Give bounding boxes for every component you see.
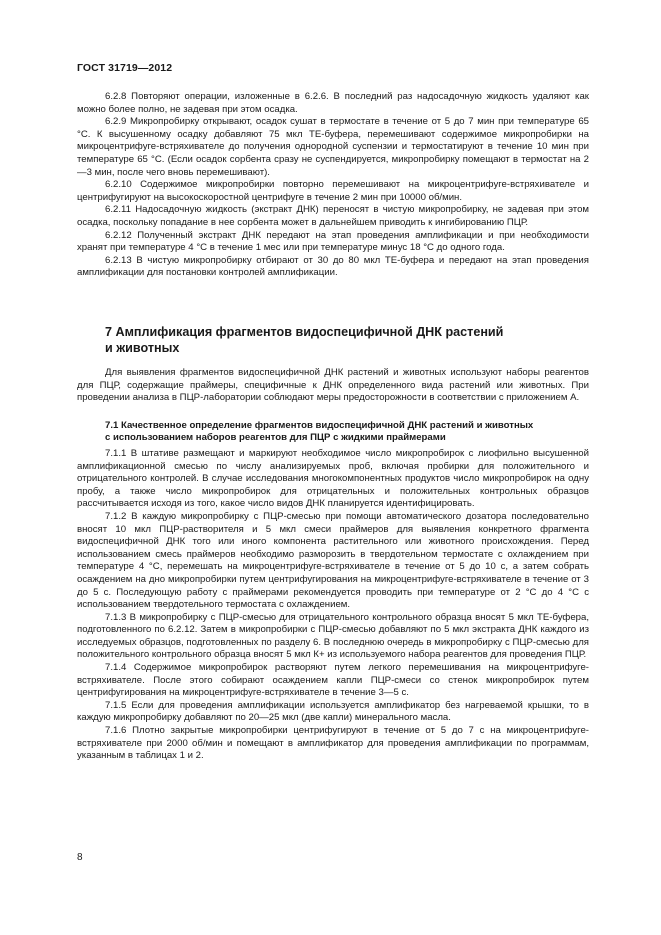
paragraph-6-2-12: 6.2.12 Полученный экстракт ДНК передают на этап проведения амплификации и при необходимости хранят при температуре 4 °С в течение 1 мес или при температуре минус 18 °С до одного года. xyxy=(77,229,589,254)
section-7-title xyxy=(105,324,575,356)
section-7-intro: Для выявления фрагментов видоспецифичной ДНК растений и животных используют наборы реагентов для ПЦР, содержащие праймеры, специфичные к ДНК определенного вида растений или животных. При проведении анализа в ПЦР-лаборатории соблюдают меры предосторожности в соответствии с приложением А. xyxy=(77,367,589,404)
paragraph-7-1-2: 7.1.2 В каждую микропробирку с ПЦР-смесью при помощи автоматического дозатора последовательно вносят 10 мкл ПЦР-растворителя и 5 мкл смеси праймеров для выявления конкретного фрагмента видоспецифичной ДНК того или иного компонента растительного или животного происхождения. Перед использованием смесь праймеров необходимо разморозить в твердотельном термостате с охлаждением при температуре 4 °С, перемешать на микроцентрифуге-встряхивателе в течение от 5 до 10 с, а затем собрать осаждением на дно микропробирки путем центрифугирования на микроцентрифуге-встряхивателе в течение от 3 до 5 с. Последующую работу с праймерами рекомендуется проводить при температуре от 2 °С до 4 °С с использованием твердотельного термостата с охлаждением. xyxy=(77,510,589,611)
paragraph-6-2-8: 6.2.8 Повторяют операции, изложенные в 6.2.6. В последний раз надосадочную жидкость удаляют как можно более полно, не задевая при этом осадка. xyxy=(77,91,589,115)
clause-6-2-continuation xyxy=(77,91,589,280)
page-number: 8 xyxy=(77,852,83,863)
paragraph-6-2-9: 6.2.9 Микропробирку открывают, осадок сушат в термостате в течение от 5 до 7 мин при температуре 65 °С. К высушенному осадку добавляют 75 мкл ТЕ-буфера, перемешивают содержимое микропробирки на микроцентрифуге-встряхивателе до получения однородной суспензии и термостатируют в течение 10 мин при температуре 65 °С. (Если осадок сорбента сразу не суспендируется, микропробирку помещают в термостат на 2—3 мин, после чего вновь перемешивают). xyxy=(77,116,589,178)
paragraph-7-1-4: 7.1.4 Содержимое микропробирок растворяют путем легкого перемешивания на микроцентрифуге-встряхивателе. После этого собирают осаждением капли ПЦР-смеси со стенок микропробирок путем центрифугирования на микроцентрифуге-встряхивателе в течение 3—5 с. xyxy=(77,662,589,699)
subsection-7-1-title-line2: с использованием наборов реагентов для ПЦР с жидкими праймерами xyxy=(105,432,446,444)
paragraph-6-2-11: 6.2.11 Надосадочную жидкость (экстракт ДНК) переносят в чистую микропробирку, не задевая при этом осадка, поскольку попадание в нее сорбента может в дальнейшем приводить к ингибированию ПЦР. xyxy=(77,204,589,228)
paragraph-7-1-6: 7.1.6 Плотно закрытые микропробирки центрифугируют в течение от 5 до 7 с на микроцентрифуге-встряхивателе при 2000 об/мин и помещают в амплификатор для проведения амплификации по программам, указанным в таблицах 1 и 2. xyxy=(77,725,589,762)
section-7-body xyxy=(77,367,589,763)
document-header: ГОСТ 31719—2012 xyxy=(77,62,173,74)
subsection-7-1-title xyxy=(77,420,589,445)
paragraph-7-1-1: 7.1.1 В штативе размещают и маркируют необходимое число микропробирок с лиофильно высушенной амплификационной смесью по числу анализируемых проб, включая пробирки для положительного и отрицательного контролей. В случае исследования многокомпонентных продуктов число микропробирок на одну пробу, а также число микропробирок для отрицательных и положительных контрольных образцов рассчитывается исходя из того, какое число видов ДНК планируется идентифицировать. xyxy=(77,447,589,510)
paragraph-7-1-5: 7.1.5 Если для проведения амплификации используется амплификатор без нагреваемой крышки, то в каждую микропробирку добавляют по 20—25 мкл (две капли) минерального масла. xyxy=(77,699,589,724)
paragraph-7-1-3: 7.1.3 В микропробирку с ПЦР-смесью для отрицательного контрольного образца вносят 5 мкл ТЕ-буфера, подготовленного по 6.2.12. Затем в микропробирки с ПЦР-смесью добавляют по 5 мкл экстракта ДНК каждого из исследуемых образцов, подготовленных по разделу 6. В последнюю очередь в микропробирку с ПЦР-смесью для положительного контрольного образца вносят 5 мкл К+ из используемого набора реагентов для проведения ПЦР. xyxy=(77,611,589,661)
paragraph-6-2-10: 6.2.10 Содержимое микропробирки повторно перемешивают на микроцентрифуге-встряхивателе и центрифугируют на высокоскоростной центрифуге в течение 2 мин при 10000 об/мин. xyxy=(77,179,589,203)
section-7-title-line2: и животных xyxy=(105,341,180,355)
subsection-7-1-title-line1: 7.1 Качественное определение фрагментов видоспецифичной ДНК растений и животных xyxy=(105,419,534,431)
paragraph-6-2-13: 6.2.13 В чистую микропробирку отбирают от 30 до 80 мкл ТЕ-буфера и передают на этап проведения амплификации для постановки контролей амплификации. xyxy=(77,254,589,279)
section-7-title-line1: 7 Амплификация фрагментов видоспецифичной ДНК растений xyxy=(105,325,504,339)
